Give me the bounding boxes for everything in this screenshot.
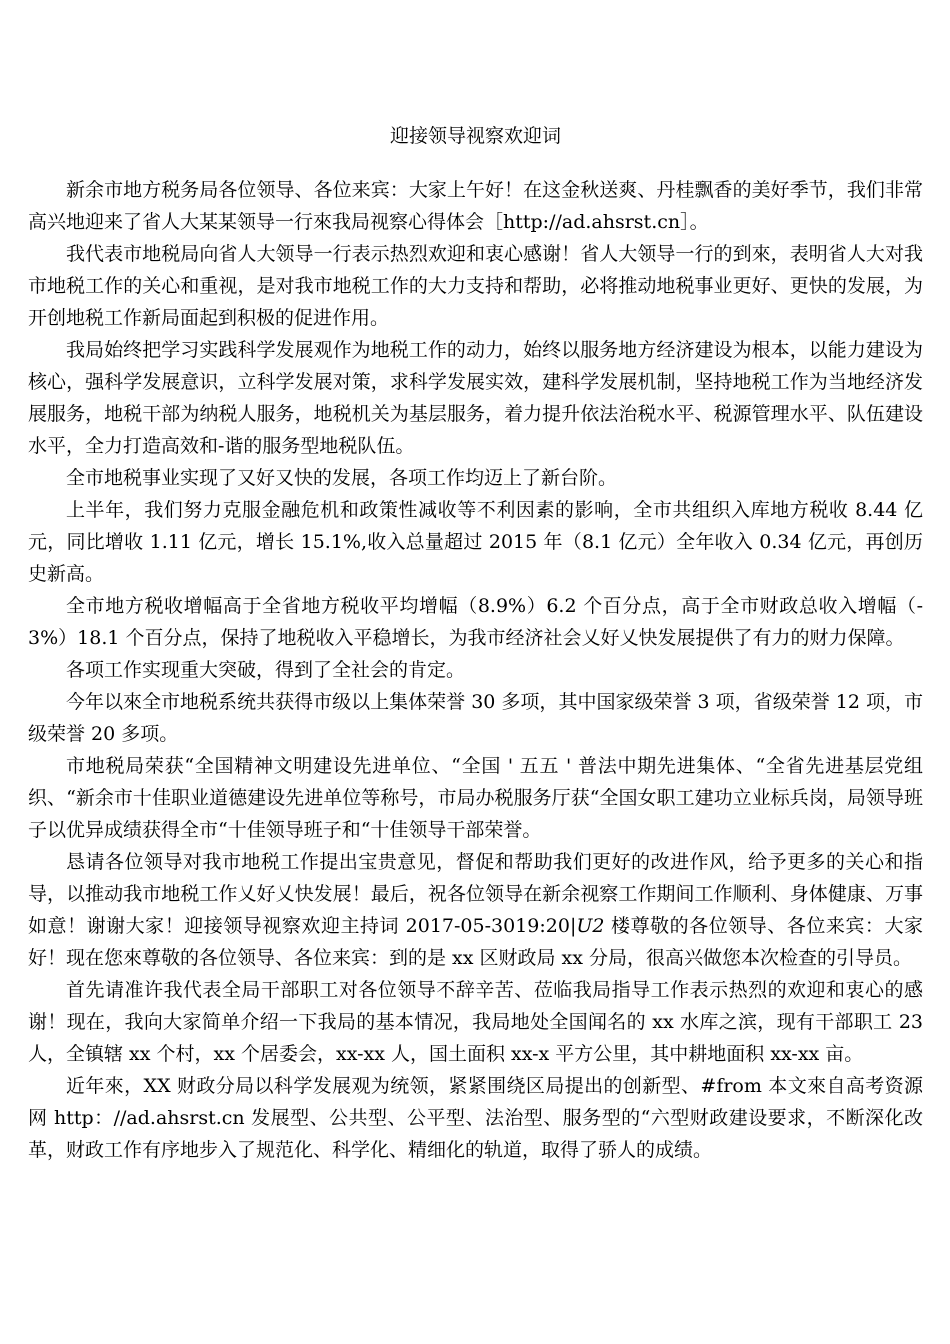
paragraph (28, 846, 923, 974)
paragraph: 近年來，XX 财政分局以科学发展观为统领，紧紧围绕区局提出的创新型、#from 本文來自高考资源网 http：//ad.ahsrst.cn 发展型、公共型、公平型、法治型、服务型的“六型财政建设要求，不断深化改革，财政工作有序地步入了规范化、科学化、精细化的轨道，取得了骄人的成绩。 (28, 1075, 923, 1161)
paragraph: 首先请准许我代表全局干部职工对各位领导不辞辛苦、莅临我局指导工作表示热烈的欢迎和衷心的感谢！现在，我向大家简单介绍一下我局的基本情况，我局地处全国闻名的 xx 水库之滨，现有干部职工 23 人，全镇辖 xx 个村，xx 个居委会，xx-xx 人，国土面积 xx-x 平方公里，其中耕地面积 xx-xx 亩。 (28, 979, 923, 1065)
paragraph-italic-text: U2 (576, 915, 605, 937)
paragraph-text: 恳请各位领导对我市地税工作提出宝贵意见，督促和帮助我们更好的改进作风，给予更多的关心和指导，以推动我市地税工作乂好乂快发展！最后，祝各位领导在新余视察工作期间工作顺利、身体健康、万事如意！谢谢大家！迎接领导视察欢迎主持词 2017-05-3019:20| (28, 851, 923, 937)
paragraph-text: 楼尊敬的各位领导、各位来宾：大家好！现在您來尊敬的各位领导、各位来宾：到的是 xx 区财政局 xx 分局，很高兴做您本次检查的引导员。 (28, 915, 923, 969)
paragraph: 新余市地方税务局各位领导、各位来宾：大家上午好！在这金秋送爽、丹桂飘香的美好季节，我们非常高兴地迎来了省人大某某领导一行來我局视察心得体会［http://ad.ahsrst.cn］。 (28, 179, 923, 233)
document-title: 迎接领导视察欢迎词 (389, 125, 561, 147)
paragraph: 全市地方税收增幅高于全省地方税收平均增幅（8.9%）6.2 个百分点，高于全市财政总收入增幅（-3%）18.1 个百分点，保持了地税收入平稳增长，为我市经济社会乂好乂快发展提供了有力的财力保障。 (28, 595, 923, 649)
paragraph: 我局始终把学习实践科学发展观作为地税工作的动力，始终以服务地方经济建设为根本，以能力建设为核心，强科学发展意识，立科学发展对策，求科学发展实效，建科学发展机制，坚持地税工作为当地经济发展服务，地税干部为纳税人服务，地税机关为基层服务，着力提升依法治税水平、税源管理水平、队伍建设水平，全力打造高效和-谐的服务型地税队伍。 (28, 339, 923, 457)
paragraph: 今年以來全市地税系统共获得市级以上集体荣誉 30 多项，其中国家级荣誉 3 项，省级荣誉 12 项，市级荣誉 20 多项。 (28, 691, 923, 745)
paragraph: 各项工作实现重大突破，得到了全社会的肯定。 (66, 659, 466, 681)
paragraph: 市地税局荣获“全国精神文明建设先进单位、“全国 ' 五五 ' 普法中期先进集体、“全省先进基层党组织、“新余市十佳职业道德建设先进单位等称号，市局办税服务厅获“全国女职工建功立业标兵岗，局领导班子以优异成绩获得全市“十佳领导班子和“十佳领导干部荣誉。 (28, 755, 923, 841)
paragraph: 我代表市地税局向省人大领导一行表示热烈欢迎和衷心感谢！省人大领导一行的到來，表明省人大对我市地税工作的关心和重视，是对我市地税工作的大力支持和帮助，必将推动地税事业更好、更快的发展，为开创地税工作新局面起到积极的促进作用。 (28, 243, 923, 329)
document-page (28, 120, 923, 1166)
paragraph: 全市地税事业实现了又好又快的发展，各项工作均迈上了新台阶。 (66, 467, 618, 489)
paragraph: 上半年，我们努力克服金融危机和政策性减收等不利因素的影响，全市共组织入库地方税收 8.44 亿元，同比增收 1.11 亿元，增长 15.1%,收入总量超过 2015 年（8.1 亿元）全年收入 0.34 亿元，再创历史新高。 (28, 499, 923, 585)
